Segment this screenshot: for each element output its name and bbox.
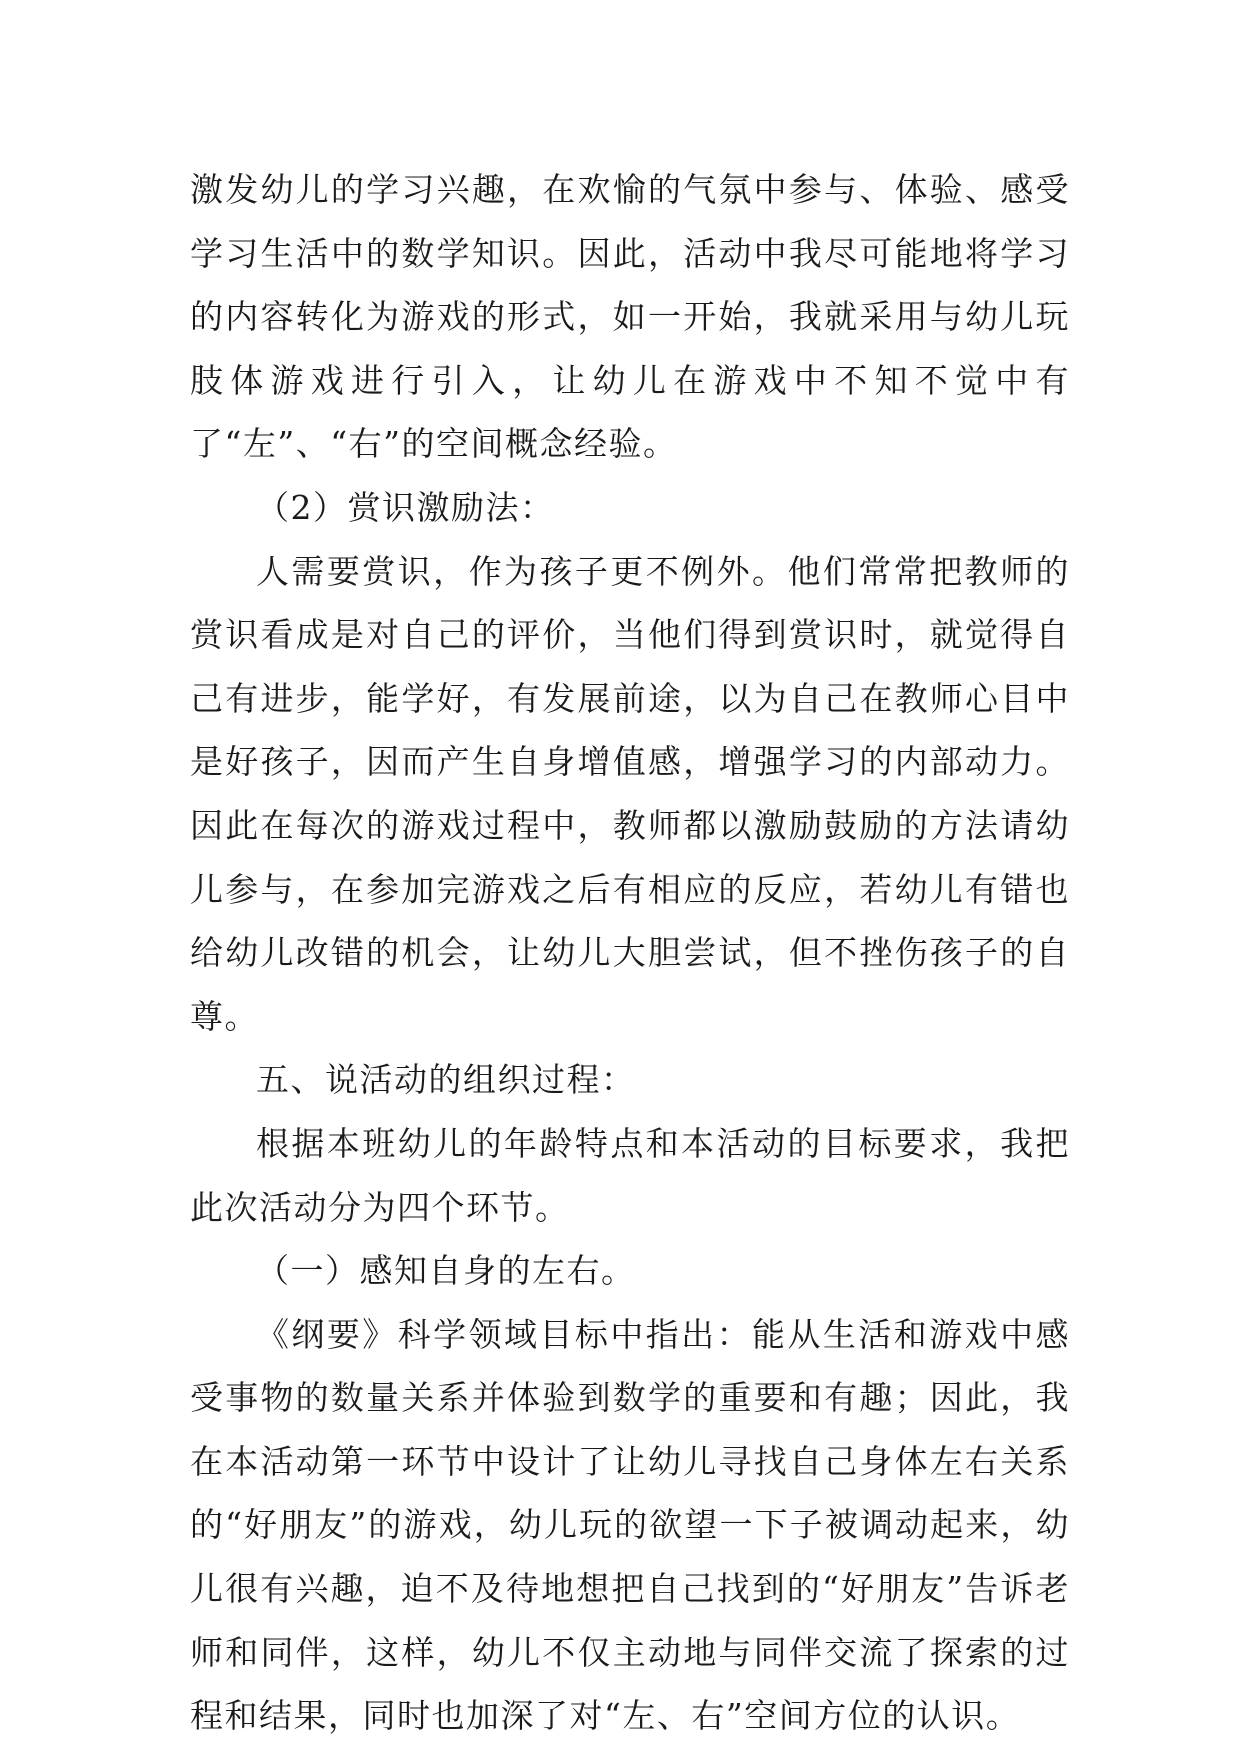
paragraph-perceive-body: 《纲要》科学领域目标中指出：能从生活和游戏中感受事物的数量关系并体验到数学的重要和有趣；因此，我在本活动第一环节中设计了让幼儿寻找自己身体左右关系的“好朋友”的游戏，幼儿玩的欲望一下子被调动起来，幼儿很有兴趣，迫不及待地想把自己找到的“好朋友”告诉老师和同伴，这样，幼儿不仅主动地与同伴交流了探索的过程和结果，同时也加深了对“左、右”空间方位的认识。 [190, 1314, 1070, 1736]
paragraph-process-intro: 根据本班幼儿的年龄特点和本活动的目标要求，我把此次活动分为四个环节。 [190, 1123, 1070, 1227]
paragraph-heading-activity-process: 五、说活动的组织过程： [256, 1060, 636, 1100]
paragraph-heading-perceive-left-right: （一）感知自身的左右。 [256, 1251, 636, 1291]
paragraph-continued-intro: 激发幼儿的学习兴趣，在欢愉的气氛中参与、体验、感受学习生活中的数学知识。因此，活动中我尽可能地将学习的内容转化为游戏的形式，如一开始，我就采用与幼儿玩肢体游戏进行引入，让幼儿在游戏中不知不觉中有了“左”、“右”的空间概念经验。 [190, 170, 1070, 464]
document-body [190, 158, 1070, 1748]
paragraph-appreciation-body: 人需要赏识，作为孩子更不例外。他们常常把教师的赏识看成是对自己的评价，当他们得到赏识时，就觉得自己有进步，能学好，有发展前途，以为自己在教师心目中是好孩子，因而产生自身增值感，增强学习的内部动力。因此在每次的游戏过程中，教师都以激励鼓励的方法请幼儿参与，在参加完游戏之后有相应的反应，若幼儿有错也给幼儿改错的机会，让幼儿大胆尝试，但不挫伤孩子的自尊。 [190, 551, 1070, 1036]
paragraph-heading-appreciation-method: （2）赏识激励法： [256, 487, 555, 527]
